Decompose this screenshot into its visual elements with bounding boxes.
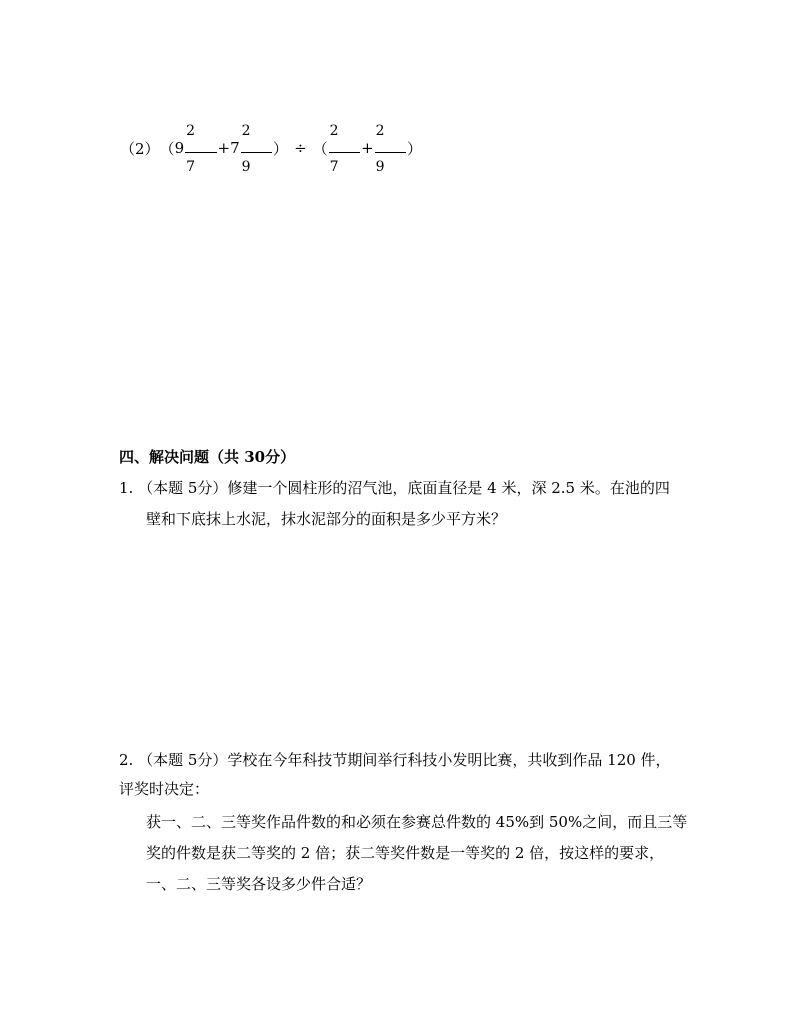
question-2-line-2: 评奖时决定：: [119, 780, 210, 798]
whole-number-a: 9: [174, 139, 185, 157]
fraction-b-denominator: 9: [241, 159, 251, 175]
fraction-c-denominator: 7: [329, 159, 339, 175]
close-paren: ）: [273, 139, 289, 158]
question-1-line-1: 1. （本题 5分）修建一个圆柱形的沼气池，底面直径是 4 米，深 2.5 米。在池的四: [119, 479, 670, 497]
fraction-a-denominator: 7: [186, 159, 196, 175]
fraction-d-denominator: 9: [375, 159, 385, 175]
section-heading: 四、解决问题（共 30分）: [119, 448, 296, 466]
fraction-bar: [375, 152, 406, 153]
fraction-b-numerator: 2: [241, 123, 251, 139]
fraction-b: [241, 121, 272, 175]
plus-sign: +: [217, 139, 231, 157]
fraction-bar: [241, 152, 272, 153]
fraction-a: [185, 121, 216, 175]
fraction-c-numerator: 2: [329, 123, 339, 139]
problem-label: （2）: [120, 139, 160, 158]
plus-sign-2: +: [361, 139, 374, 157]
question-2-line-4: 奖的件数是获二等奖的 2 倍；获二等奖件数是一等奖的 2 倍，按这样的要求，: [146, 844, 665, 862]
fraction-c: [329, 121, 360, 175]
question-1-line-2: 壁和下底抹上水泥，抹水泥部分的面积是多少平方米？: [146, 510, 507, 528]
divide-sign: ÷: [294, 139, 307, 157]
fraction-d-numerator: 2: [375, 123, 385, 139]
fraction-a-numerator: 2: [186, 123, 196, 139]
open-paren: （: [159, 139, 175, 158]
whole-number-b: 7: [230, 139, 240, 157]
question-2-line-5: 一、二、三等奖各设多少件合适？: [146, 875, 372, 893]
fraction-d: [375, 121, 406, 175]
open-paren-2: （: [312, 139, 328, 158]
close-paren-2: ）: [407, 139, 423, 158]
fraction-bar: [329, 152, 360, 153]
question-2-line-1: 2. （本题 5分）学校在今年科技节期间举行科技小发明比赛，共收到作品 120 件，: [119, 751, 671, 769]
expression-problem-2: [120, 123, 423, 175]
question-2-line-3: 获一、二、三等奖作品件数的和必须在参赛总件数的 45%到 50%之间，而且三等: [146, 813, 688, 831]
fraction-bar: [185, 152, 216, 153]
